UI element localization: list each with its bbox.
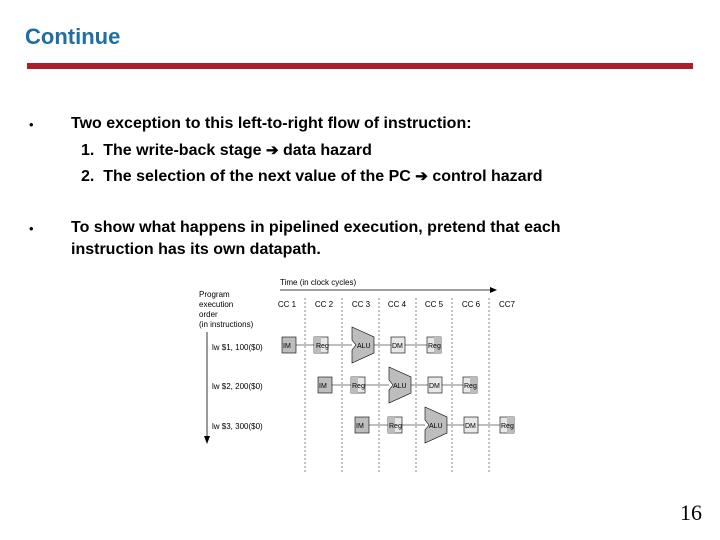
bullet-2-line-1: To show what happens in pipelined execution, pretend that each xyxy=(71,219,561,236)
svg-text:Reg: Reg xyxy=(389,423,402,430)
item-2-text: The selection of the next value of the PC xyxy=(103,168,411,185)
cycle-label: CC 6 xyxy=(461,300,481,309)
time-axis-label: Time (in clock cycles) xyxy=(280,278,357,287)
item-2-number: 2. xyxy=(81,168,95,185)
program-order-label: execution xyxy=(199,300,234,309)
arrow-right-icon: ➔ xyxy=(415,168,428,185)
svg-text:DM: DM xyxy=(465,423,476,430)
page-number: 16 xyxy=(680,500,702,525)
program-order-label: order xyxy=(199,310,218,319)
svg-text:Reg: Reg xyxy=(464,383,477,390)
instruction-label: lw $2, 200($0) xyxy=(212,382,263,391)
svg-text:Reg: Reg xyxy=(428,343,441,350)
bullet-marker-1: • xyxy=(29,117,34,132)
svg-text:ALU: ALU xyxy=(357,343,371,350)
svg-text:DM: DM xyxy=(392,343,403,350)
bullet-2-line-2: instruction has its own datapath. xyxy=(71,241,321,258)
cycle-label: CC 2 xyxy=(314,300,334,309)
svg-text:ALU: ALU xyxy=(429,423,443,430)
cycle-label: CC 4 xyxy=(387,300,407,309)
instruction-label: lw $1, 100($0) xyxy=(212,343,263,352)
cycle-label: CC 3 xyxy=(351,300,371,309)
cycle-label: CC 1 xyxy=(277,300,297,309)
item-1-text: The write-back stage xyxy=(103,142,262,159)
pipeline-row-1 xyxy=(282,327,441,363)
program-order-label: Program xyxy=(199,290,230,299)
time-axis-arrowhead xyxy=(490,287,497,293)
pipeline-row-2 xyxy=(318,367,477,403)
svg-text:IM: IM xyxy=(356,423,364,430)
svg-text:Reg: Reg xyxy=(316,343,329,350)
bullet-marker-2: • xyxy=(29,221,34,236)
pipeline-row-3 xyxy=(355,407,514,443)
svg-text:DM: DM xyxy=(429,383,440,390)
program-order-label: (in instructions) xyxy=(199,320,254,329)
bullet-1-text: Two exception to this left-to-right flow of instruction: xyxy=(71,115,472,132)
cycle-label: CC 5 xyxy=(424,300,444,309)
instruction-label: lw $3, 300($0) xyxy=(212,422,263,431)
svg-text:IM: IM xyxy=(283,343,291,350)
svg-text:Reg: Reg xyxy=(501,423,514,430)
item-1-number: 1. xyxy=(81,142,95,159)
svg-text:Reg: Reg xyxy=(352,383,365,390)
arrow-right-icon: ➔ xyxy=(265,142,279,159)
item-1-result: data hazard xyxy=(283,142,372,159)
item-2-result: control hazard xyxy=(432,168,543,185)
svg-text:ALU: ALU xyxy=(393,383,407,390)
svg-text:IM: IM xyxy=(319,383,327,390)
order-axis-arrowhead xyxy=(204,436,210,444)
cycle-label: CC7 xyxy=(498,300,516,309)
slide-title: Continue xyxy=(25,24,121,49)
